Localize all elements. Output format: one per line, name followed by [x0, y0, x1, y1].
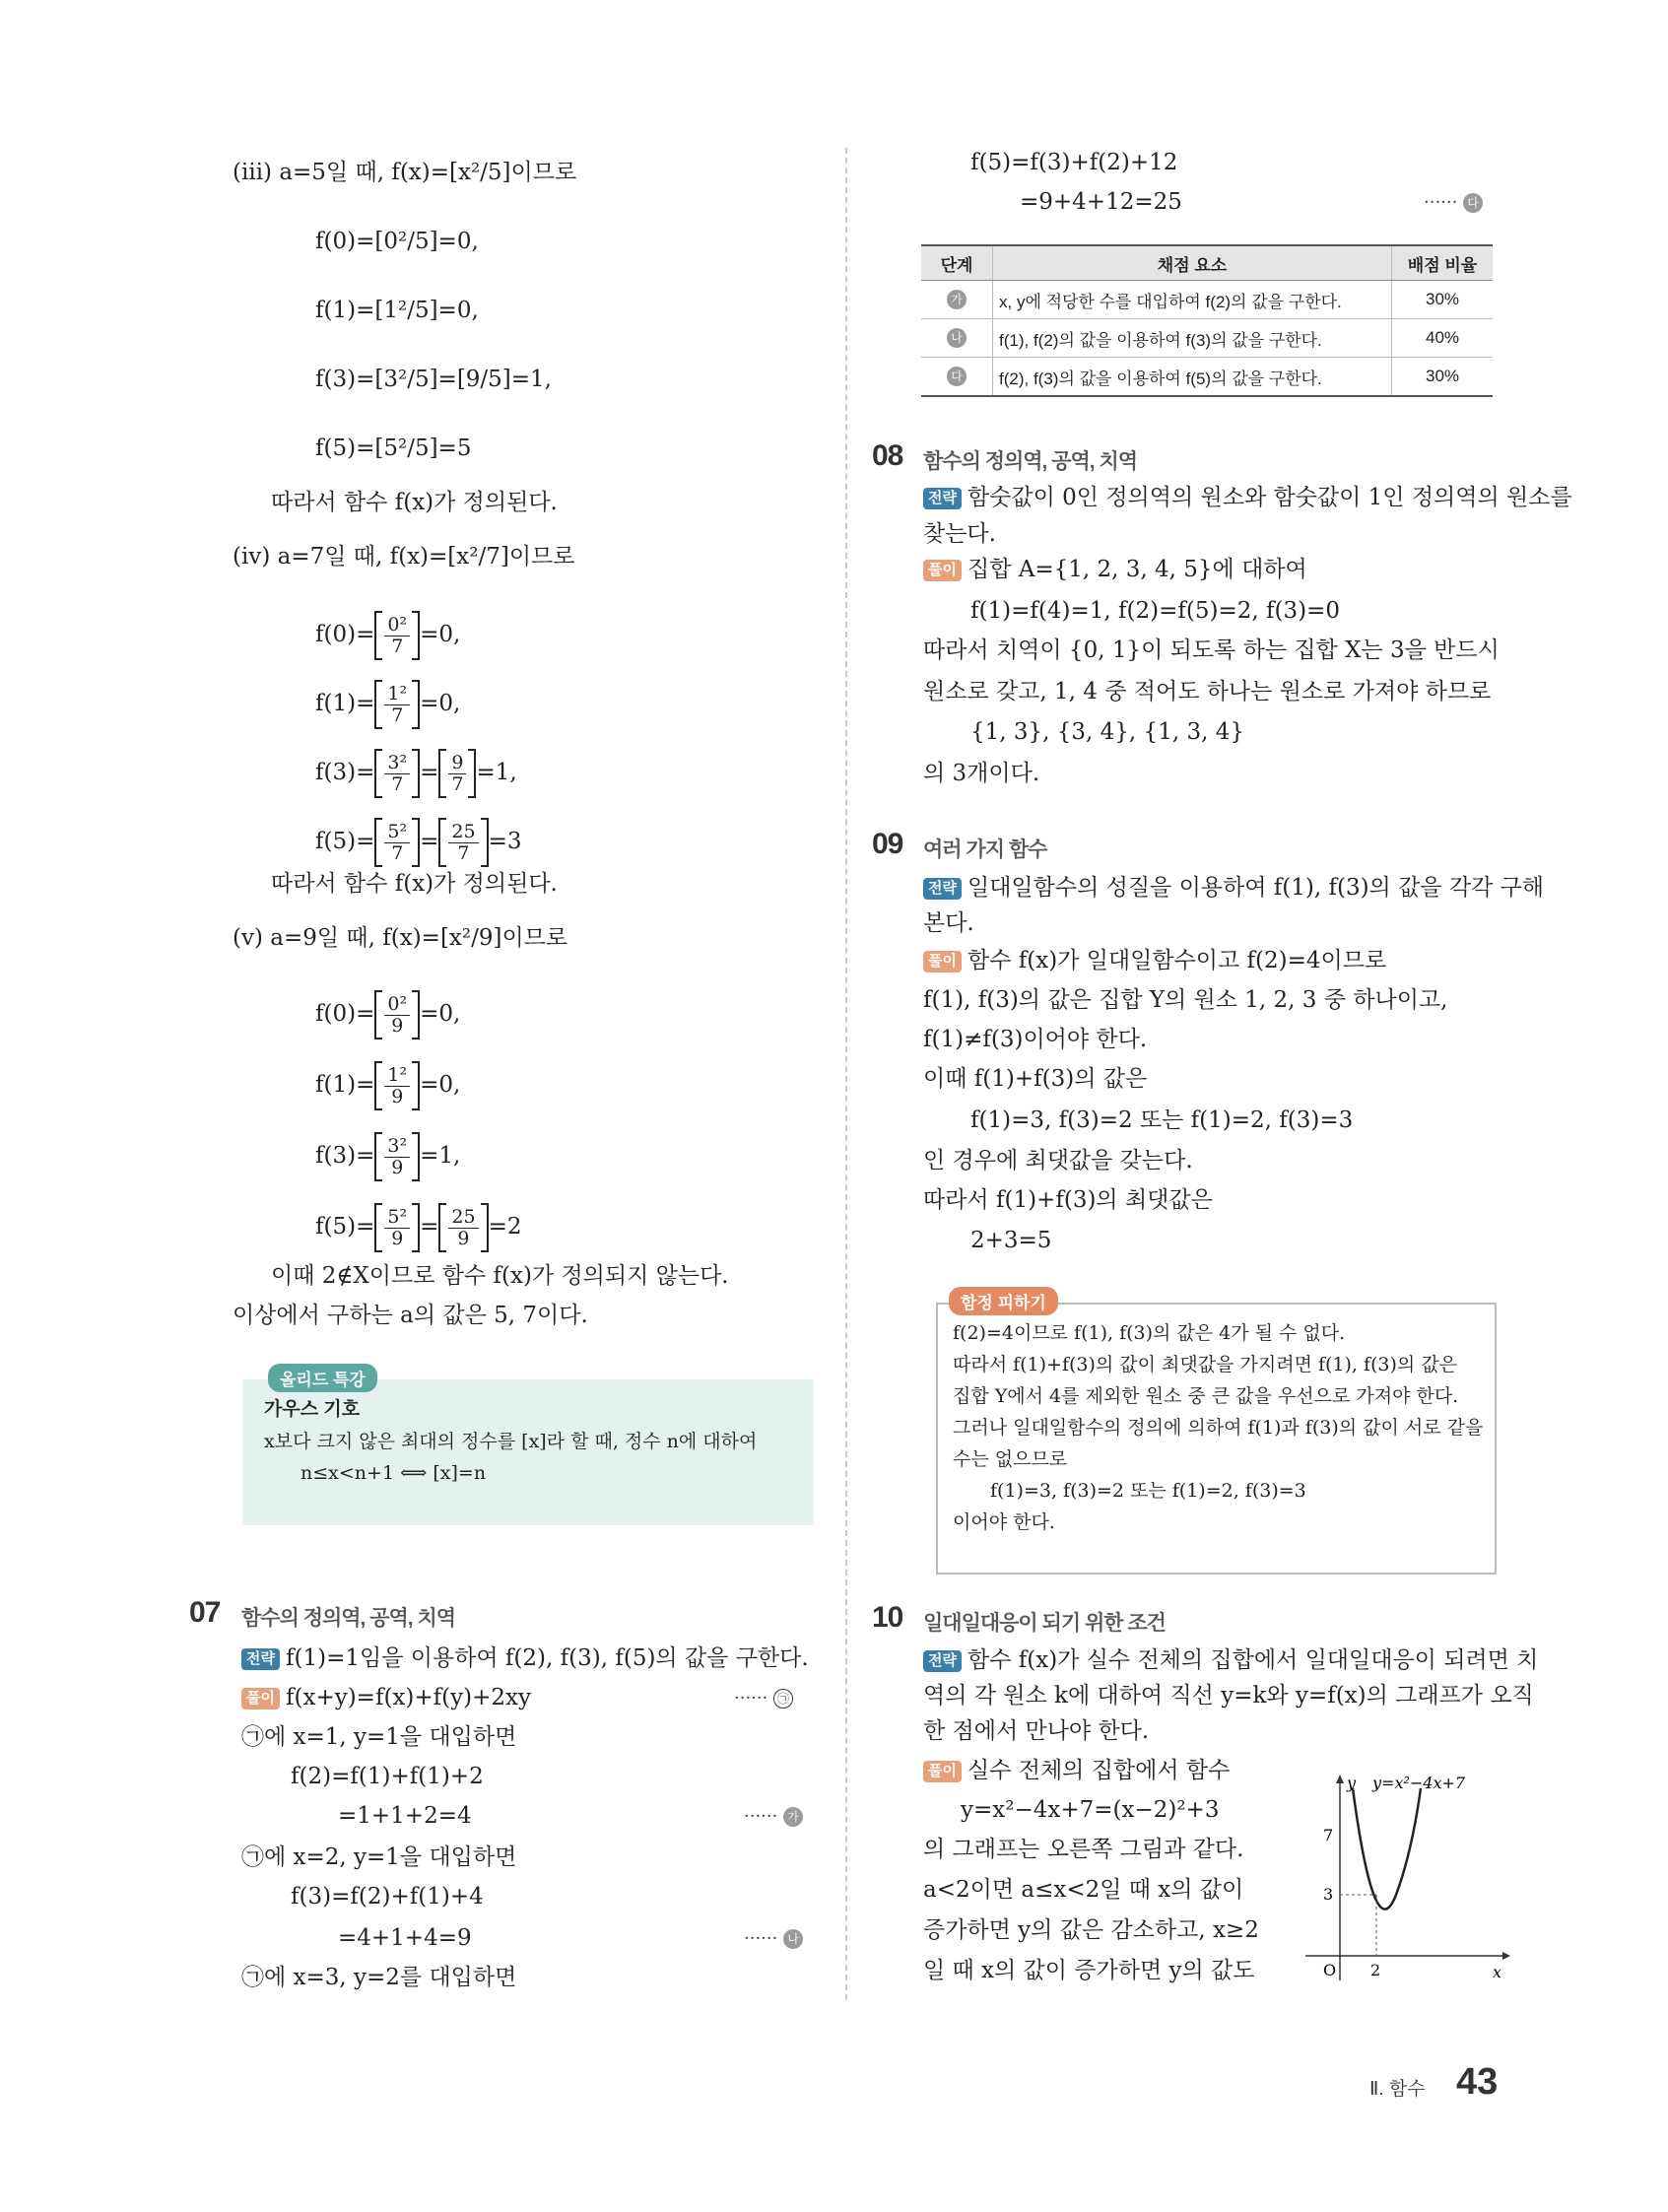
step-mark: 나	[947, 328, 967, 348]
case-4-f5: f(5)= $\frac{\text{5²}}{7}$ = $\frac{25}{7}$ =3	[315, 818, 521, 867]
table-cell-item: f(2), f(3)의 값을 이용하여 f(5)의 값을 구한다.	[993, 358, 1392, 397]
warning-line-3: 집합 Y에서 4를 제외한 원소 중 큰 값을 우선으로 가져야 한다.	[953, 1385, 1459, 1407]
y-axis-arrow	[1336, 1775, 1344, 1783]
section-07-solution: 풀이 f(x+y)=f(x)+f(y)+2xy	[241, 1683, 531, 1712]
top-eq-2: =9+4+12=25	[1020, 189, 1182, 215]
strategy-badge: 전략	[241, 1648, 280, 1670]
table-cell-ratio: 30%	[1392, 358, 1494, 397]
warning-label: 함정 피하기	[949, 1287, 1058, 1315]
section-09-strategy: 전략 일대일함수의 성질을 이용하여 f(1), f(3)의 값을 각각 구해	[923, 873, 1544, 903]
case-4-heading: (ⅳ) a=7일 때, f(x)=[x²/7]이므로	[233, 544, 575, 570]
table-header-step: 단계	[921, 245, 993, 281]
section-07-line-1: ㉠에 x=1, y=1을 대입하면	[241, 1724, 517, 1750]
case-4-conclusion: 따라서 함수 f(x)가 정의된다.	[271, 871, 558, 897]
solution-badge: 풀이	[241, 1688, 280, 1709]
step-mark: 다	[947, 367, 967, 386]
section-07-title: 함수의 정의역, 공역, 치역	[241, 1607, 456, 1630]
scoring-table	[921, 244, 1493, 397]
conclusion: 이상에서 구하는 a의 값은 5, 7이다.	[233, 1303, 588, 1328]
section-09-line-4: f(1)=3, f(3)=2 또는 f(1)=2, f(3)=3	[970, 1107, 1354, 1133]
section-08-strategy-2: 찾는다.	[923, 521, 996, 547]
section-09-solution: 풀이 함수 f(x)가 일대일함수이고 f(2)=4이므로	[923, 946, 1386, 975]
not-defined-note: 이때 2∉X이므로 함수 f(x)가 정의되지 않는다.	[271, 1263, 729, 1289]
section-10-strategy-2: 역의 각 원소 k에 대하여 직선 y=k와 y=f(x)의 그래프가 오직	[923, 1683, 1534, 1709]
tip-line-1: x보다 크지 않은 최대의 정수를 [x]라 할 때, 정수 n에 대하여	[264, 1431, 758, 1452]
section-07-line-3: =1+1+2=4	[338, 1803, 472, 1829]
section-10-number: 10	[872, 1601, 903, 1634]
section-09-number: 09	[872, 828, 903, 860]
section-08-strategy: 전략 함숫값이 0인 정의역의 원소와 함숫값이 1인 정의역의 원소를	[923, 483, 1572, 512]
section-08-title: 함수의 정의역, 공역, 치역	[923, 450, 1138, 473]
mark-da: ······ 다	[1424, 192, 1483, 213]
case-5-f1: f(1)= $\frac{\text{1²}}{9}$ =0,	[315, 1061, 460, 1110]
section-07-line-2: f(2)=f(1)+f(1)+2	[291, 1764, 484, 1789]
x-axis-arrow	[1502, 1952, 1510, 1960]
section-10-title: 일대일대응이 되기 위한 조건	[923, 1612, 1166, 1635]
chapter-label: Ⅱ. 함수	[1369, 2079, 1426, 2100]
strategy-badge: 전략	[923, 488, 962, 509]
solution-badge: 풀이	[923, 560, 962, 581]
case-5-heading: (ⅴ) a=9일 때, f(x)=[x²/9]이므로	[233, 925, 568, 951]
table-cell-item: f(1), f(2)의 값을 이용하여 f(3)의 값을 구한다.	[993, 319, 1392, 358]
table-row	[921, 358, 1493, 397]
table-cell-ratio: 40%	[1392, 319, 1494, 358]
page-number: 43	[1456, 2061, 1499, 2103]
section-09-title: 여러 가지 함수	[923, 838, 1047, 861]
case-3-heading: (ⅲ) a=5일 때, f(x)=[x²/5]이므로	[233, 160, 577, 185]
section-07-line-4: ㉠에 x=2, y=1을 대입하면	[241, 1844, 517, 1870]
table-header-ratio: 배점 비율	[1392, 245, 1494, 281]
section-07-number: 07	[189, 1596, 221, 1629]
graph-equation: y=x²−4x+7	[1372, 1774, 1466, 1792]
solution-badge: 풀이	[923, 951, 962, 972]
section-08-number: 08	[872, 439, 903, 472]
table-header-item: 채점 요소	[993, 245, 1392, 281]
tick-3: 3	[1323, 1885, 1334, 1904]
case-3-conclusion: 따라서 함수 f(x)가 정의된다.	[271, 490, 558, 515]
mark-g-ref: ······ ㉠	[734, 1688, 793, 1709]
section-08-line-5: 의 3개이다.	[923, 761, 1040, 786]
section-10-line-5: 일 때 x의 값이 증가하면 y의 값도	[923, 1958, 1255, 1983]
strategy-badge: 전략	[923, 1650, 962, 1672]
section-07-line-7: ㉠에 x=3, y=2를 대입하면	[241, 1965, 517, 1990]
section-10-line-3: a<2이면 a≤x<2일 때 x의 값이	[923, 1877, 1244, 1903]
section-08-line-1: f(1)=f(4)=1, f(2)=f(5)=2, f(3)=0	[970, 598, 1340, 624]
warning-line-1: f(2)=4이므로 f(1), f(3)의 값은 4가 될 수 없다.	[953, 1322, 1346, 1344]
case-4-f1: f(1)= $\frac{\text{1²}}{7}$ =0,	[315, 680, 460, 729]
tip-title: 가우스 기호	[264, 1399, 361, 1420]
section-10-line-2: 의 그래프는 오른쪽 그림과 같다.	[923, 1837, 1244, 1862]
section-08-solution: 풀이 집합 A={1, 2, 3, 4, 5}에 대하여	[923, 555, 1307, 584]
parabola-curve	[1353, 1788, 1421, 1910]
table-header-row	[921, 245, 1493, 281]
case-4-f3: f(3)= $\frac{\text{3²}}{7}$ = $\frac{9}{7}$ =1,	[315, 749, 517, 798]
case-5-f0: f(0)= $\frac{\text{0²}}{9}$ =0,	[315, 990, 460, 1039]
case-4-f0: f(0)= $\frac{\text{0²}}{7}$ =0,	[315, 611, 460, 660]
section-09-line-2: f(1)≠f(3)이어야 한다.	[923, 1027, 1148, 1052]
warning-line-2: 따라서 f(1)+f(3)의 값이 최댓값을 가지려면 f(1), f(3)의 값은	[953, 1354, 1458, 1375]
table-cell-ratio: 30%	[1392, 281, 1494, 319]
section-10-line-4: 증가하면 y의 값은 감소하고, x≥2	[923, 1917, 1259, 1943]
tip-line-2: n≤x<n+1 ⟺ [x]=n	[300, 1462, 487, 1484]
section-07-line-5: f(3)=f(2)+f(1)+4	[291, 1884, 484, 1910]
section-10-strategy: 전략 함수 f(x)가 실수 전체의 집합에서 일대일대응이 되려면 치	[923, 1645, 1538, 1675]
x-axis-label: x	[1493, 1963, 1502, 1981]
case-3-f3: f(3)=[3²/5]=[9/5]=1,	[315, 367, 552, 392]
y-axis-label: y	[1347, 1774, 1357, 1792]
case-3-f5: f(5)=[5²/5]=5	[315, 436, 472, 461]
column-divider	[845, 148, 847, 2000]
top-eq-1: f(5)=f(3)+f(2)+12	[970, 150, 1178, 175]
case-5-f5: f(5)= $\frac{\text{5²}}{9}$ = $\frac{25}{9}$ =2	[315, 1203, 521, 1252]
section-09-strategy-2: 본다.	[923, 910, 974, 936]
tick-7: 7	[1323, 1826, 1334, 1844]
section-10-line-1: y=x²−4x+7=(x−2)²+3	[961, 1797, 1220, 1823]
section-07-strategy: 전략 f(1)=1임을 이용하여 f(2), f(3), f(5)의 값을 구한다.	[241, 1643, 809, 1673]
section-09-line-7: 2+3=5	[970, 1228, 1052, 1253]
section-10-solution: 풀이 실수 전체의 집합에서 함수	[923, 1756, 1230, 1785]
section-09-line-3: 이때 f(1)+f(3)의 값은	[923, 1066, 1148, 1092]
section-09-line-6: 따라서 f(1)+f(3)의 최댓값은	[923, 1187, 1213, 1213]
section-07-line-6: =4+1+4=9	[338, 1925, 472, 1951]
strategy-badge: 전략	[923, 878, 962, 900]
case-5-f3: f(3)= $\frac{\text{3²}}{9}$ =1,	[315, 1132, 460, 1181]
warning-line-4: 그러나 일대일함수의 정의에 의하여 f(1)과 f(3)의 값이 서로 같을	[953, 1417, 1484, 1439]
table-row	[921, 281, 1493, 319]
warning-line-6: f(1)=3, f(3)=2 또는 f(1)=2, f(3)=3	[990, 1480, 1306, 1502]
section-08-line-2: 따라서 치역이 {0, 1}이 되도록 하는 집합 X는 3을 반드시	[923, 637, 1500, 663]
mark-na: ······ 나	[744, 1928, 803, 1949]
tick-2: 2	[1370, 1961, 1381, 1979]
tip-label: 올리드 특강	[268, 1364, 377, 1392]
warning-line-5: 수는 없으므로	[953, 1448, 1068, 1470]
case-3-f0: f(0)=[0²/5]=0,	[315, 229, 479, 254]
mark-ga: ······ 가	[744, 1806, 803, 1827]
case-3-f1: f(1)=[1²/5]=0,	[315, 298, 479, 323]
table-row	[921, 319, 1493, 358]
section-08-line-3: 원소로 갖고, 1, 4 중 적어도 하나는 원소로 가져야 하므로	[923, 679, 1492, 704]
table-cell-item: x, y에 적당한 수를 대입하여 f(2)의 값을 구한다.	[993, 281, 1392, 319]
section-09-line-1: f(1), f(3)의 값은 집합 Y의 원소 1, 2, 3 중 하나이고,	[923, 987, 1448, 1013]
warning-line-7: 이어야 한다.	[953, 1511, 1055, 1533]
section-08-line-4: {1, 3}, {3, 4}, {1, 3, 4}	[970, 719, 1244, 745]
parabola-graph	[1296, 1769, 1512, 1990]
origin-label: O	[1323, 1961, 1337, 1979]
solution-badge: 풀이	[923, 1761, 962, 1782]
section-09-line-5: 인 경우에 최댓값을 갖는다.	[923, 1148, 1193, 1173]
step-mark: 가	[947, 290, 967, 309]
section-10-strategy-3: 한 점에서 만나야 한다.	[923, 1718, 1150, 1744]
